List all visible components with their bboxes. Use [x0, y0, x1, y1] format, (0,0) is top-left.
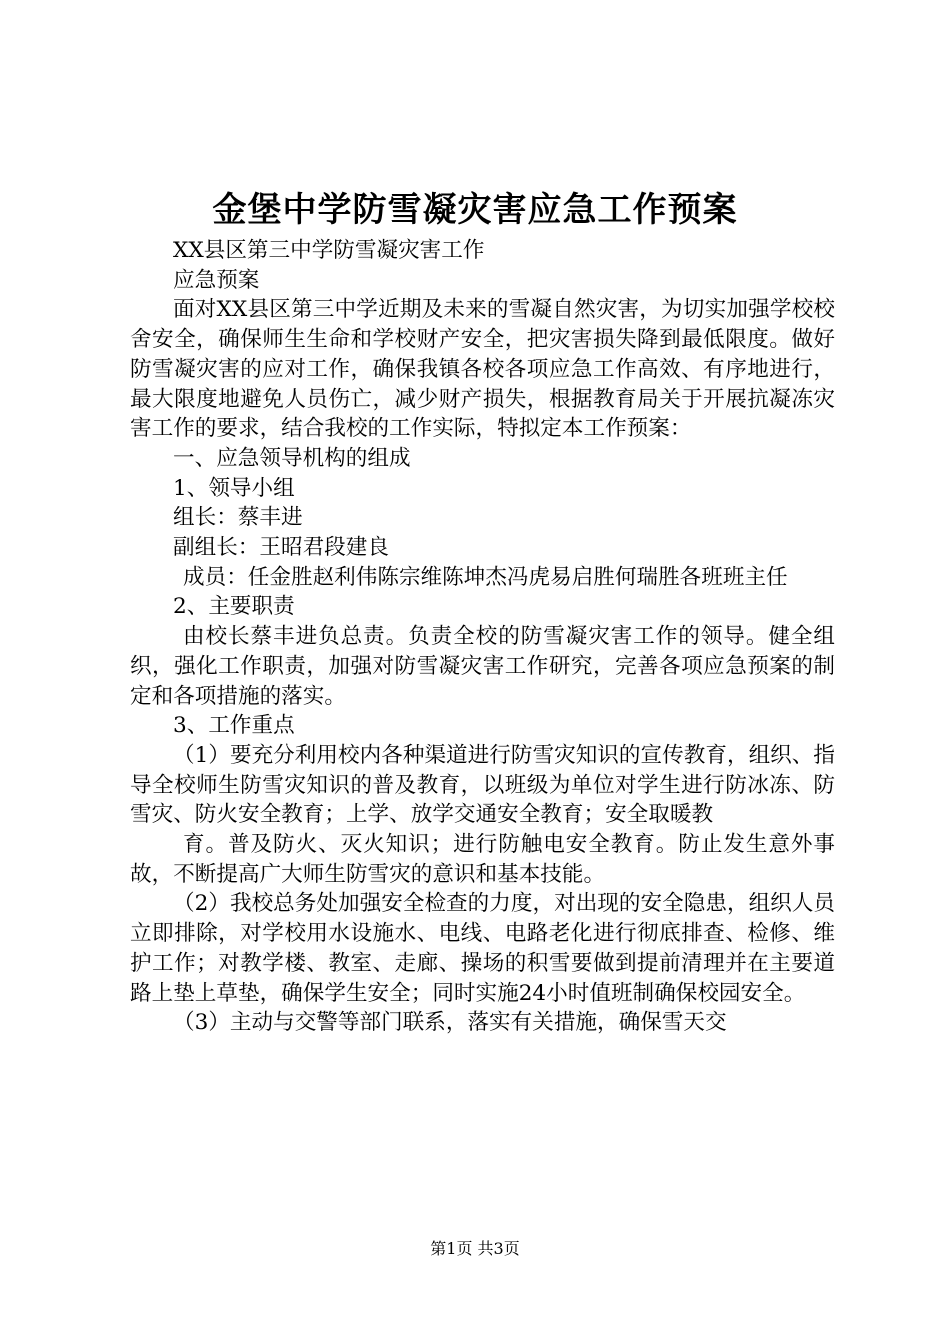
body-paragraph: 成员：任金胜赵利伟陈宗维陈坤杰冯虎易启胜何瑞胜各班班主任	[183, 564, 788, 590]
body-paragraph: 由校长蔡丰进负总责。负责全校的防雪凝灾害工作的领导。健全组织，强化工作职责，加强对防雪凝灾害工作研究，完善各项应急预案的制定和各项措施的落实。	[130, 624, 835, 709]
body-paragraph: 2、主要职责	[173, 594, 295, 620]
body-paragraph: （2）我校总务处加强安全检查的力度，对出现的安全隐患，组织人员立即排除，对学校用水设施水、电线、电路老化进行彻底排查、检修、维护工作；对教学楼、教室、走廊、操场的积雪要做到提前清理并在主要道路上垫上草垫，确保学生安全；同时实施24小时值班制确保校园安全。	[130, 891, 835, 1006]
body-paragraph: 一、应急领导机构的组成	[173, 445, 411, 471]
body-paragraph: 3、工作重点	[173, 713, 295, 739]
body-paragraph: 组长：蔡丰进	[173, 505, 303, 531]
body-paragraph: 1、领导小组	[173, 475, 295, 501]
body-paragraph: 应急预案	[173, 267, 260, 293]
body-paragraph: XX县区第三中学防雪凝灾害工作	[173, 238, 485, 263]
body-paragraph: 育。普及防火、灭火知识；进行防触电安全教育。防止发生意外事故，不断提高广大师生防雪灾的意识和基本技能。	[130, 832, 835, 887]
document-title: 金堡中学防雪凝灾害应急工作预案	[212, 190, 738, 230]
page-footer: 第1页 共3页	[430, 1239, 520, 1258]
body-paragraph: （1）要充分利用校内各种渠道进行防雪灾知识的宣传教育，组织、指导全校师生防雪灾知识的普及教育，以班级为单位对学生进行防冰冻、防雪灾、防火安全教育；上学、放学交通安全教育；安全取暖教	[130, 742, 835, 828]
body-paragraph: 副组长：王昭君段建良	[173, 535, 389, 561]
body-paragraph: 面对XX县区第三中学近期及未来的雪凝自然灾害，为切实加强学校校舍安全，确保师生生命和学校财产安全，把灾害损失降到最低限度。做好防雪凝灾害的应对工作，确保我镇各校各项应急工作高效、有序地进行，最大限度地避免人员伤亡，减少财产损失，根据教育局关于开展抗凝冻灾害工作的要求，结合我校的工作实际，特拟定本工作预案：	[130, 297, 835, 442]
document-body	[130, 236, 835, 1038]
body-paragraph: （3）主动与交警等部门联系，落实有关措施，确保雪天交	[173, 1010, 727, 1036]
